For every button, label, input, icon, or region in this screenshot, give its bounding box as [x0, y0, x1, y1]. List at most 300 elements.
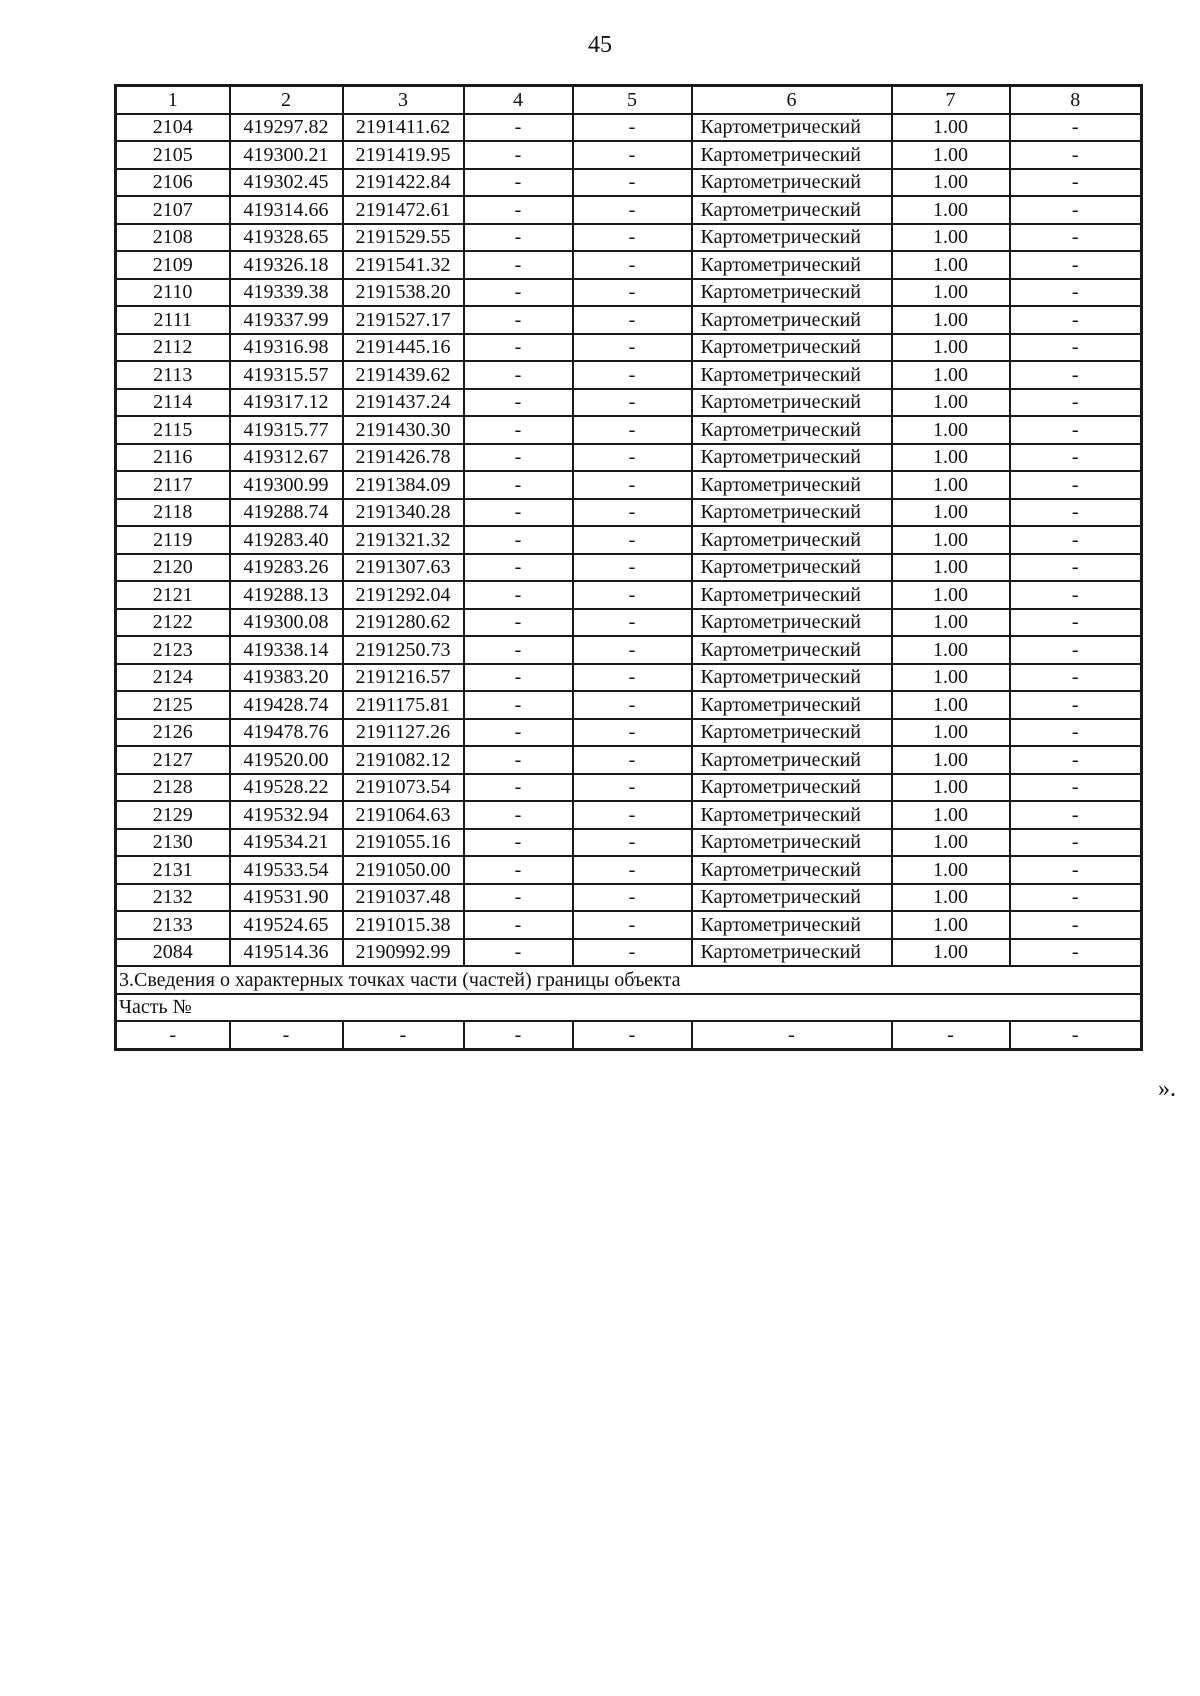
table-cell: - — [116, 1021, 230, 1049]
table-cell: - — [573, 911, 692, 939]
table-cell: 2113 — [116, 361, 230, 389]
column-header: 1 — [116, 86, 230, 114]
table-cell: 1.00 — [892, 169, 1010, 197]
table-cell: 2122 — [116, 609, 230, 637]
table-cell: 1.00 — [892, 719, 1010, 747]
table-cell: 2084 — [116, 939, 230, 967]
method-cell: Картометрический — [692, 829, 892, 857]
table-cell: - — [1010, 719, 1142, 747]
method-cell: Картометрический — [692, 719, 892, 747]
table-cell: 2191307.63 — [343, 554, 464, 582]
table-cell: 419300.99 — [230, 471, 343, 499]
table-cell: - — [464, 499, 573, 527]
table-cell: 2191430.30 — [343, 416, 464, 444]
table-cell: - — [464, 829, 573, 857]
table-cell: 2191250.73 — [343, 636, 464, 664]
table-cell: 1.00 — [892, 196, 1010, 224]
section-title: 3.Сведения о характерных точках части (частей) границы объекта — [116, 966, 1142, 994]
table-cell: 419534.21 — [230, 829, 343, 857]
method-cell: Картометрический — [692, 361, 892, 389]
method-cell: Картометрический — [692, 554, 892, 582]
table-cell: 419302.45 — [230, 169, 343, 197]
table-cell: 2191015.38 — [343, 911, 464, 939]
table-cell: - — [464, 774, 573, 802]
table-cell: 1.00 — [892, 279, 1010, 307]
table-cell: - — [464, 801, 573, 829]
column-header: 2 — [230, 86, 343, 114]
table-cell: 2105 — [116, 141, 230, 169]
table-row — [116, 334, 1142, 362]
table-cell: 1.00 — [892, 554, 1010, 582]
empty-part-row — [116, 1021, 1142, 1049]
table-cell: 2130 — [116, 829, 230, 857]
table-cell: 2126 — [116, 719, 230, 747]
closing-quote-mark: ». — [1158, 1076, 1176, 1102]
table-row — [116, 829, 1142, 857]
table-cell: - — [573, 719, 692, 747]
method-cell: Картометрический — [692, 141, 892, 169]
table-cell: - — [573, 251, 692, 279]
table-cell: - — [1010, 939, 1142, 967]
table-cell: - — [464, 251, 573, 279]
table-cell: - — [464, 169, 573, 197]
table-cell: - — [573, 801, 692, 829]
table-row — [116, 361, 1142, 389]
table-cell: 1.00 — [892, 361, 1010, 389]
table-cell: 419528.22 — [230, 774, 343, 802]
table-cell: - — [1010, 581, 1142, 609]
table-cell: - — [464, 939, 573, 967]
table-cell: 2133 — [116, 911, 230, 939]
table-row — [116, 141, 1142, 169]
table-cell: 2191439.62 — [343, 361, 464, 389]
page-number: 45 — [588, 32, 612, 58]
table-cell: - — [573, 884, 692, 912]
table-cell: 1.00 — [892, 499, 1010, 527]
table-cell: 419300.21 — [230, 141, 343, 169]
part-label: Часть № — [116, 994, 1142, 1022]
table-cell: - — [573, 169, 692, 197]
table-cell: - — [573, 526, 692, 554]
method-cell: Картометрический — [692, 884, 892, 912]
table-cell: 1.00 — [892, 141, 1010, 169]
method-cell: Картометрический — [692, 169, 892, 197]
table-cell: 419288.13 — [230, 581, 343, 609]
table-body — [116, 86, 1142, 967]
table-cell: 2104 — [116, 114, 230, 142]
table-cell: 2123 — [116, 636, 230, 664]
table-cell: - — [573, 746, 692, 774]
table-cell: 2191127.26 — [343, 719, 464, 747]
table-cell: 1.00 — [892, 581, 1010, 609]
table-cell: 419524.65 — [230, 911, 343, 939]
column-header: 3 — [343, 86, 464, 114]
table-cell: - — [1010, 746, 1142, 774]
column-header: 5 — [573, 86, 692, 114]
table-cell: - — [464, 306, 573, 334]
table-cell: 2191050.00 — [343, 856, 464, 884]
method-cell: Картометрический — [692, 746, 892, 774]
table-cell: - — [573, 636, 692, 664]
table-cell: 1.00 — [892, 444, 1010, 472]
method-cell: Картометрический — [692, 224, 892, 252]
table-cell: - — [464, 746, 573, 774]
table-cell: 2191175.81 — [343, 691, 464, 719]
section-body — [116, 966, 1142, 1049]
table-cell: - — [573, 471, 692, 499]
table-cell: 1.00 — [892, 251, 1010, 279]
method-cell: Картометрический — [692, 939, 892, 967]
table-cell: 2191437.24 — [343, 389, 464, 417]
table-cell: - — [573, 554, 692, 582]
table-cell: - — [573, 664, 692, 692]
table-cell: - — [573, 141, 692, 169]
column-header: 6 — [692, 86, 892, 114]
table-cell: - — [464, 416, 573, 444]
table-cell: 1.00 — [892, 471, 1010, 499]
table-cell: - — [1010, 361, 1142, 389]
table-row — [116, 444, 1142, 472]
table-row — [116, 911, 1142, 939]
table-cell: 1.00 — [892, 774, 1010, 802]
table-row — [116, 196, 1142, 224]
table-cell: - — [1010, 169, 1142, 197]
method-cell: Картометрический — [692, 581, 892, 609]
table-header-row — [116, 86, 1142, 114]
table-cell: - — [464, 114, 573, 142]
column-header: 7 — [892, 86, 1010, 114]
table-cell: 2191426.78 — [343, 444, 464, 472]
table-cell: 2106 — [116, 169, 230, 197]
table-cell: - — [1010, 829, 1142, 857]
table-cell: 419339.38 — [230, 279, 343, 307]
table-cell: 2118 — [116, 499, 230, 527]
method-cell: Картометрический — [692, 196, 892, 224]
table-cell: 2117 — [116, 471, 230, 499]
table-cell: - — [573, 774, 692, 802]
table-cell: 2191073.54 — [343, 774, 464, 802]
table-cell: 1.00 — [892, 609, 1010, 637]
table-cell: - — [464, 334, 573, 362]
table-cell: 2125 — [116, 691, 230, 719]
table-cell: - — [464, 609, 573, 637]
table-cell: - — [464, 554, 573, 582]
part-label-row — [116, 994, 1142, 1022]
method-cell: Картометрический — [692, 664, 892, 692]
table-cell: 2124 — [116, 664, 230, 692]
table-cell: 2116 — [116, 444, 230, 472]
table-cell: - — [1010, 664, 1142, 692]
table-cell: - — [464, 691, 573, 719]
table-cell: 2108 — [116, 224, 230, 252]
table-cell: - — [573, 691, 692, 719]
table-row — [116, 416, 1142, 444]
table-cell: 2191064.63 — [343, 801, 464, 829]
table-cell: 2107 — [116, 196, 230, 224]
table-cell: 2112 — [116, 334, 230, 362]
table-cell: 2191082.12 — [343, 746, 464, 774]
table-cell: 2191529.55 — [343, 224, 464, 252]
table-cell: - — [573, 416, 692, 444]
table-row — [116, 691, 1142, 719]
table-cell: 1.00 — [892, 801, 1010, 829]
table-cell: - — [573, 279, 692, 307]
table-cell: 1.00 — [892, 334, 1010, 362]
table-cell: - — [464, 664, 573, 692]
table-cell: - — [464, 141, 573, 169]
table-cell: 1.00 — [892, 856, 1010, 884]
table-cell: 419315.57 — [230, 361, 343, 389]
table-cell: 2120 — [116, 554, 230, 582]
table-cell: - — [343, 1021, 464, 1049]
table-cell: - — [1010, 389, 1142, 417]
table-cell: 419312.67 — [230, 444, 343, 472]
table-row — [116, 224, 1142, 252]
table-row — [116, 636, 1142, 664]
table-cell: 2111 — [116, 306, 230, 334]
table-row — [116, 774, 1142, 802]
table-cell: 1.00 — [892, 884, 1010, 912]
table-cell: 2131 — [116, 856, 230, 884]
table-cell: 419300.08 — [230, 609, 343, 637]
table-cell: 1.00 — [892, 636, 1010, 664]
table-cell: 1.00 — [892, 939, 1010, 967]
table-cell: 419328.65 — [230, 224, 343, 252]
table-row — [116, 719, 1142, 747]
table-row — [116, 884, 1142, 912]
table-row — [116, 471, 1142, 499]
table-cell: 419297.82 — [230, 114, 343, 142]
table-cell: 2190992.99 — [343, 939, 464, 967]
table-cell: 2191292.04 — [343, 581, 464, 609]
table-cell: 2191422.84 — [343, 169, 464, 197]
column-header: 8 — [1010, 86, 1142, 114]
table-cell: 419314.66 — [230, 196, 343, 224]
table-cell: - — [573, 306, 692, 334]
table-cell: 2115 — [116, 416, 230, 444]
table-row — [116, 939, 1142, 967]
table-cell: - — [573, 499, 692, 527]
table-cell: - — [573, 361, 692, 389]
table-cell: 1.00 — [892, 664, 1010, 692]
table-cell: 2121 — [116, 581, 230, 609]
table-cell: 2191216.57 — [343, 664, 464, 692]
coordinates-table — [114, 84, 1143, 1051]
table-cell: 2191411.62 — [343, 114, 464, 142]
table-cell: 2191419.95 — [343, 141, 464, 169]
table-cell: - — [573, 1021, 692, 1049]
table-cell: 419316.98 — [230, 334, 343, 362]
table-cell: - — [230, 1021, 343, 1049]
table-cell: - — [464, 1021, 573, 1049]
table-cell: - — [1010, 911, 1142, 939]
method-cell: Картометрический — [692, 526, 892, 554]
table-cell: 419428.74 — [230, 691, 343, 719]
method-cell: Картометрический — [692, 114, 892, 142]
table-row — [116, 114, 1142, 142]
table-cell: - — [464, 719, 573, 747]
table-cell: - — [573, 334, 692, 362]
table-cell: 1.00 — [892, 911, 1010, 939]
table-row — [116, 499, 1142, 527]
table-cell: - — [1010, 196, 1142, 224]
table-cell: 1.00 — [892, 416, 1010, 444]
table-row — [116, 746, 1142, 774]
table-row — [116, 526, 1142, 554]
table-cell: 1.00 — [892, 114, 1010, 142]
table-cell: 419315.77 — [230, 416, 343, 444]
method-cell: Картометрический — [692, 279, 892, 307]
table-cell: 2191384.09 — [343, 471, 464, 499]
table-cell: 2132 — [116, 884, 230, 912]
table-cell: - — [1010, 416, 1142, 444]
table-cell: - — [1010, 499, 1142, 527]
table-cell: 1.00 — [892, 389, 1010, 417]
table-cell: 2191472.61 — [343, 196, 464, 224]
method-cell: Картометрический — [692, 911, 892, 939]
table-cell: 2191541.32 — [343, 251, 464, 279]
table-cell: 419533.54 — [230, 856, 343, 884]
table-cell: - — [464, 471, 573, 499]
table-cell: - — [892, 1021, 1010, 1049]
table-cell: - — [692, 1021, 892, 1049]
table-cell: - — [464, 444, 573, 472]
table-row — [116, 306, 1142, 334]
method-cell: Картометрический — [692, 334, 892, 362]
table-cell: 419383.20 — [230, 664, 343, 692]
table-cell: - — [573, 114, 692, 142]
table-row — [116, 389, 1142, 417]
table-cell: 2119 — [116, 526, 230, 554]
table-cell: 419514.36 — [230, 939, 343, 967]
table-cell: 2191538.20 — [343, 279, 464, 307]
table-cell: - — [573, 444, 692, 472]
table-cell: - — [464, 911, 573, 939]
table-cell: 1.00 — [892, 526, 1010, 554]
table-cell: - — [1010, 609, 1142, 637]
table-row — [116, 554, 1142, 582]
method-cell: Картометрический — [692, 499, 892, 527]
method-cell: Картометрический — [692, 416, 892, 444]
table-cell: 2191445.16 — [343, 334, 464, 362]
table-cell: - — [464, 361, 573, 389]
table-row — [116, 279, 1142, 307]
table-cell: - — [1010, 471, 1142, 499]
table-row — [116, 169, 1142, 197]
table-cell: - — [573, 196, 692, 224]
method-cell: Картометрический — [692, 636, 892, 664]
method-cell: Картометрический — [692, 471, 892, 499]
table-cell: - — [1010, 334, 1142, 362]
table-cell: - — [573, 389, 692, 417]
table-cell: - — [464, 196, 573, 224]
table-cell: 2110 — [116, 279, 230, 307]
table-cell: - — [1010, 856, 1142, 884]
table-row — [116, 856, 1142, 884]
table-cell: - — [1010, 554, 1142, 582]
table-row — [116, 801, 1142, 829]
table-cell: - — [1010, 251, 1142, 279]
method-cell: Картометрический — [692, 444, 892, 472]
table-cell: 419283.40 — [230, 526, 343, 554]
table-cell: - — [573, 829, 692, 857]
table-cell: - — [1010, 141, 1142, 169]
table-cell: - — [464, 884, 573, 912]
table-cell: 1.00 — [892, 691, 1010, 719]
table-cell: 419326.18 — [230, 251, 343, 279]
table-cell: 2191321.32 — [343, 526, 464, 554]
method-cell: Картометрический — [692, 856, 892, 884]
table-cell: - — [464, 389, 573, 417]
table-row — [116, 251, 1142, 279]
table-cell: 419317.12 — [230, 389, 343, 417]
table-cell: 419337.99 — [230, 306, 343, 334]
table-cell: 2191280.62 — [343, 609, 464, 637]
table-cell: - — [464, 856, 573, 884]
table-cell: - — [1010, 774, 1142, 802]
table-cell: - — [1010, 224, 1142, 252]
method-cell: Картометрический — [692, 801, 892, 829]
table-cell: - — [464, 279, 573, 307]
table-cell: 2127 — [116, 746, 230, 774]
table-cell: - — [1010, 801, 1142, 829]
table-cell: 2191527.17 — [343, 306, 464, 334]
table-cell: - — [464, 224, 573, 252]
table-cell: 2129 — [116, 801, 230, 829]
table-cell: - — [1010, 526, 1142, 554]
table-cell: - — [573, 939, 692, 967]
table-cell: - — [573, 581, 692, 609]
table-cell: 1.00 — [892, 746, 1010, 774]
method-cell: Картометрический — [692, 251, 892, 279]
table-cell: - — [1010, 279, 1142, 307]
table-cell: 2128 — [116, 774, 230, 802]
table-cell: - — [1010, 1021, 1142, 1049]
table-cell: - — [464, 526, 573, 554]
table-row — [116, 664, 1142, 692]
table-cell: 419288.74 — [230, 499, 343, 527]
table-cell: - — [1010, 114, 1142, 142]
table-cell: - — [573, 609, 692, 637]
table-cell: 2191340.28 — [343, 499, 464, 527]
table-cell: 419283.26 — [230, 554, 343, 582]
table-row — [116, 609, 1142, 637]
table-row — [116, 581, 1142, 609]
table-cell: 2191055.16 — [343, 829, 464, 857]
section-title-row — [116, 966, 1142, 994]
table-cell: 419532.94 — [230, 801, 343, 829]
table-cell: 2191037.48 — [343, 884, 464, 912]
table-cell: - — [464, 636, 573, 664]
table-cell: 2114 — [116, 389, 230, 417]
table-cell: - — [1010, 691, 1142, 719]
table-cell: - — [1010, 884, 1142, 912]
table-cell: 419478.76 — [230, 719, 343, 747]
table-cell: 419520.00 — [230, 746, 343, 774]
column-header: 4 — [464, 86, 573, 114]
method-cell: Картометрический — [692, 609, 892, 637]
table-cell: 419338.14 — [230, 636, 343, 664]
method-cell: Картометрический — [692, 691, 892, 719]
table-cell: 1.00 — [892, 306, 1010, 334]
method-cell: Картометрический — [692, 774, 892, 802]
table-cell: - — [1010, 444, 1142, 472]
table-cell: - — [1010, 636, 1142, 664]
table-cell: 2109 — [116, 251, 230, 279]
table-cell: - — [573, 224, 692, 252]
table-cell: 419531.90 — [230, 884, 343, 912]
method-cell: Картометрический — [692, 306, 892, 334]
